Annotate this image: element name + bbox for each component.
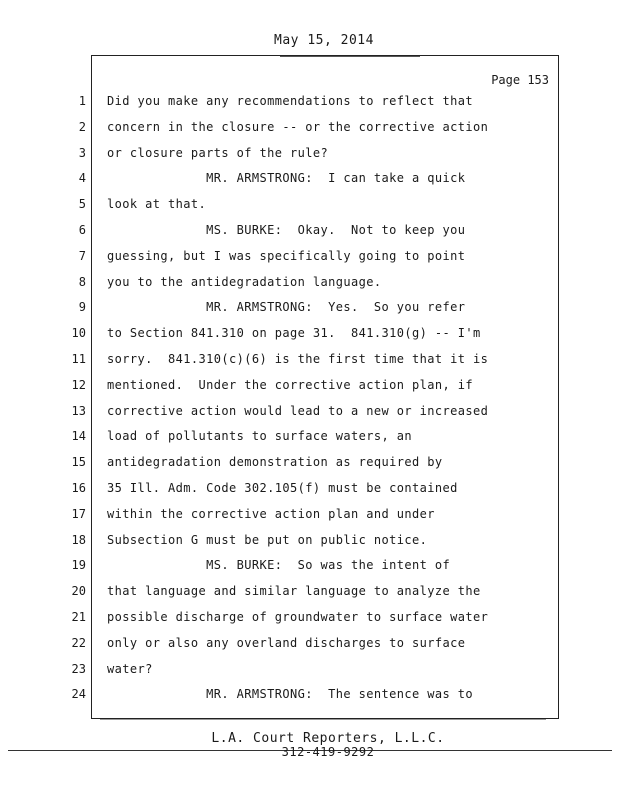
page-number: Page 153 bbox=[491, 73, 549, 87]
line-number: 12 bbox=[71, 378, 86, 392]
line-text: within the corrective action plan and under bbox=[107, 507, 435, 521]
line-text: to Section 841.310 on page 31. 841.310(g) -- I'm bbox=[107, 326, 481, 340]
line-number: 2 bbox=[78, 120, 86, 134]
line-number: 19 bbox=[71, 558, 86, 572]
footer-company: L.A. Court Reporters, L.L.C. bbox=[211, 731, 445, 746]
line-number: 7 bbox=[78, 249, 86, 263]
line-text: that language and similar language to analyze the bbox=[107, 584, 481, 598]
line-number: 10 bbox=[71, 326, 86, 340]
line-number: 21 bbox=[71, 610, 86, 624]
line-number: 5 bbox=[78, 197, 86, 211]
line-text: MR. ARMSTRONG: Yes. So you refer bbox=[107, 300, 466, 314]
line-number: 16 bbox=[71, 481, 86, 495]
line-number: 15 bbox=[71, 455, 86, 469]
line-number: 22 bbox=[71, 636, 86, 650]
line-text: MR. ARMSTRONG: The sentence was to bbox=[107, 687, 473, 701]
footer-phone: 312-419-9292 bbox=[281, 745, 375, 759]
line-text: water? bbox=[107, 662, 153, 676]
frame-top-line bbox=[280, 56, 420, 57]
line-text: Did you make any recommendations to reflect that bbox=[107, 94, 473, 108]
line-text: you to the antidegradation language. bbox=[107, 275, 382, 289]
line-number: 17 bbox=[71, 507, 86, 521]
line-number: 18 bbox=[71, 533, 86, 547]
line-text: guessing, but I was specifically going to point bbox=[107, 249, 466, 263]
line-text: MS. BURKE: So was the intent of bbox=[107, 558, 451, 572]
line-text: load of pollutants to surface waters, an bbox=[107, 429, 412, 443]
line-number: 4 bbox=[78, 171, 86, 185]
line-text: or closure parts of the rule? bbox=[107, 146, 329, 160]
line-number: 24 bbox=[71, 687, 86, 701]
line-text: concern in the closure -- or the corrective action bbox=[107, 120, 489, 134]
line-number: 20 bbox=[71, 584, 86, 598]
line-number: 13 bbox=[71, 404, 86, 418]
header-date: May 15, 2014 bbox=[274, 33, 374, 48]
line-text: look at that. bbox=[107, 197, 207, 211]
line-number: 23 bbox=[71, 662, 86, 676]
line-text: only or also any overland discharges to surface bbox=[107, 636, 466, 650]
line-text: possible discharge of groundwater to surface water bbox=[107, 610, 489, 624]
line-text: Subsection G must be put on public notice. bbox=[107, 533, 428, 547]
line-text: MR. ARMSTRONG: I can take a quick bbox=[107, 171, 466, 185]
line-number: 8 bbox=[78, 275, 86, 289]
line-number: 14 bbox=[71, 429, 86, 443]
line-text: corrective action would lead to a new or increased bbox=[107, 404, 489, 418]
line-text: MS. BURKE: Okay. Not to keep you bbox=[107, 223, 466, 237]
line-number: 11 bbox=[71, 352, 86, 366]
line-text: mentioned. Under the corrective action plan, if bbox=[107, 378, 473, 392]
line-number: 1 bbox=[78, 94, 86, 108]
line-text: 35 Ill. Adm. Code 302.105(f) must be contained bbox=[107, 481, 458, 495]
line-number: 3 bbox=[78, 146, 86, 160]
line-text: sorry. 841.310(c)(6) is the first time that it is bbox=[107, 352, 489, 366]
line-number: 9 bbox=[78, 300, 86, 314]
frame-bottom-edge bbox=[100, 719, 546, 720]
line-number: 6 bbox=[78, 223, 86, 237]
line-text: antidegradation demonstration as required by bbox=[107, 455, 443, 469]
